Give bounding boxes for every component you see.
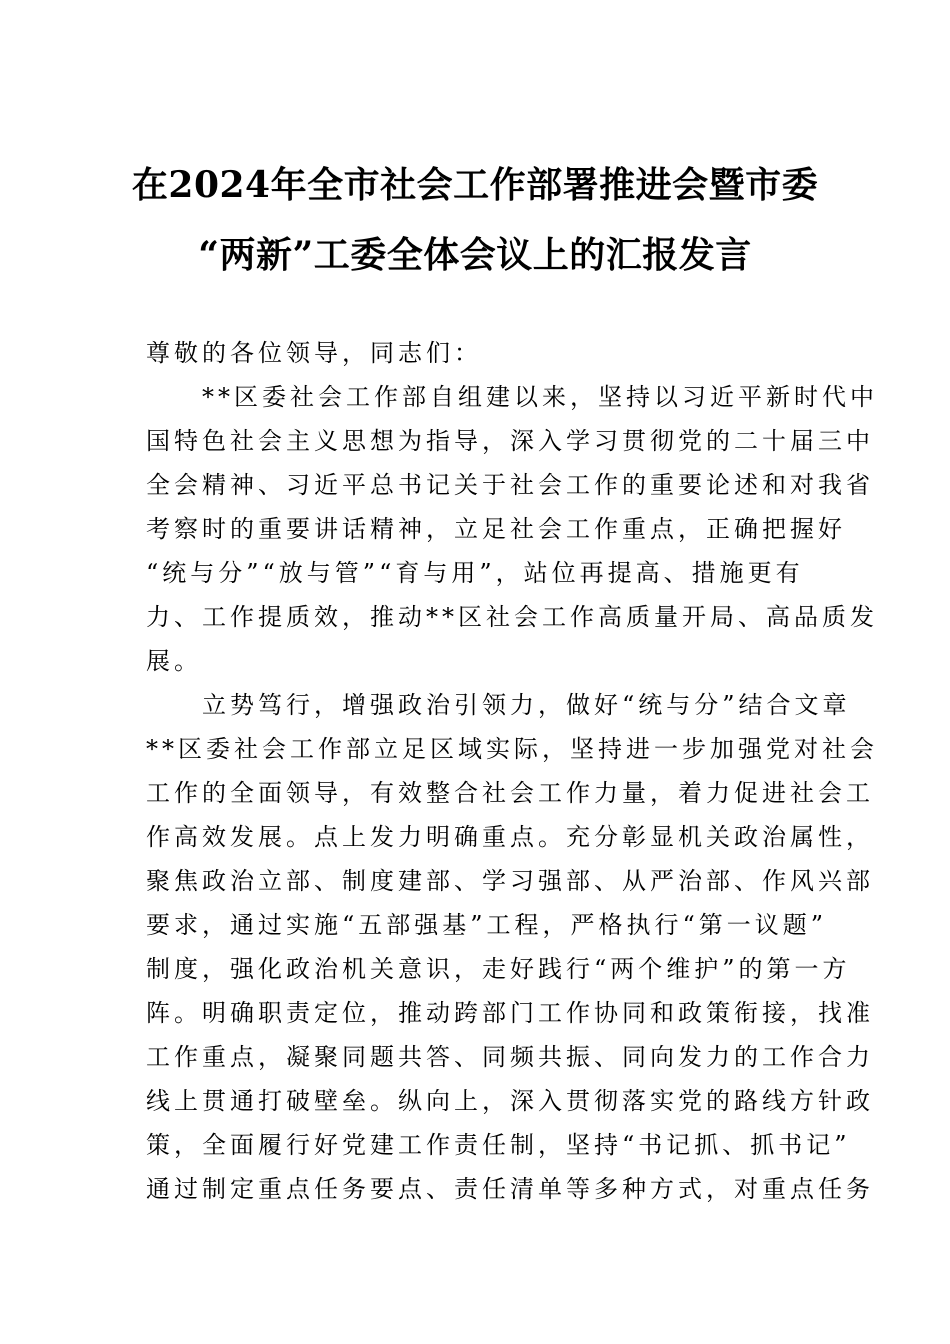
paragraph-line: 工作重点，凝聚同题共答、同频共振、同向发力的工作合力 [146,1043,874,1071]
paragraph-line: 阵。明确职责定位，推动跨部门工作协同和政策衔接，找准 [146,999,874,1027]
paragraph-line: 展。 [146,647,202,675]
paragraph-line: 力、工作提质效，推动**区社会工作高质量开局、高品质发 [146,603,878,631]
paragraph-line: 要求，通过实施“五部强基”工程，严格执行“第一议题” [146,911,828,939]
paragraph-line: 通过制定重点任务要点、责任清单等多种方式，对重点任务 [146,1175,874,1203]
document-title-line-1: 在2024年全市社会工作部署推进会暨市委 [131,164,819,206]
paragraph-line: 国特色社会主义思想为指导，深入学习贯彻党的二十届三中 [146,427,874,455]
paragraph-line: 工作的全面领导，有效整合社会工作力量，着力促进社会工 [146,779,874,807]
salutation-line: 尊敬的各位领导，同志们： [146,339,482,367]
paragraph-line: 策，全面履行好党建工作责任制，坚持“书记抓、抓书记” [146,1131,851,1159]
paragraph-line: 作高效发展。点上发力明确重点。充分彰显机关政治属性， [146,823,874,851]
paragraph-line: **区委社会工作部立足区域实际，坚持进一步加强党对社会 [146,735,878,763]
paragraph-line: **区委社会工作部自组建以来，坚持以习近平新时代中 [146,383,878,411]
document-title-line-2: “两新”工委全体会议上的汇报发言 [198,234,752,276]
paragraph-line: “统与分”“放与管”“育与用”，站位再提高、措施更有 [146,559,804,587]
paragraph-line: 线上贯通打破壁垒。纵向上，深入贯彻落实党的路线方针政 [146,1087,874,1115]
paragraph-line: 全会精神、习近平总书记关于社会工作的重要论述和对我省 [146,471,874,499]
paragraph-line: 聚焦政治立部、制度建部、学习强部、从严治部、作风兴部 [146,867,874,895]
paragraph-line: 立势笃行，增强政治引领力，做好“统与分”结合文章 [146,691,851,719]
paragraph-line: 考察时的重要讲话精神，立足社会工作重点，正确把握好 [146,515,846,543]
paragraph-line: 制度，强化政治机关意识，走好践行“两个维护”的第一方 [146,955,851,983]
